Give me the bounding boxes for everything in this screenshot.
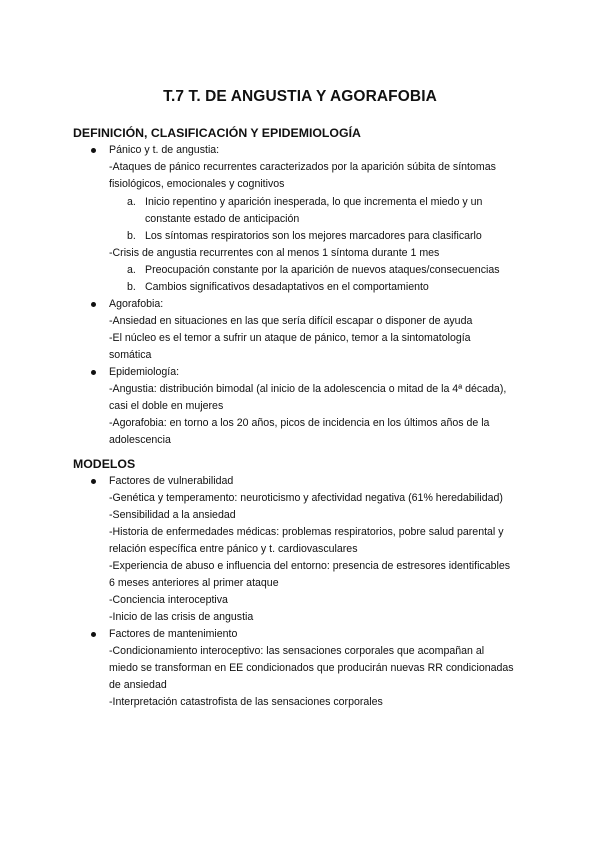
text-line: fisiológicos, emocionales y cognitivos: [109, 178, 285, 190]
bullet-label: Epidemiología:: [109, 366, 180, 378]
text-line: -Condicionamiento interoceptivo: las sensaciones corporales que acompañan al: [109, 645, 485, 657]
bullet-dot-icon: [91, 479, 96, 484]
section-heading-definicion: DEFINICIÓN, CLASIFICACIÓN Y EPIDEMIOLOGÍA: [73, 126, 361, 140]
bullet-label: Pánico y t. de angustia:: [109, 144, 220, 156]
page-title: T.7 T. DE ANGUSTIA Y AGORAFOBIA: [163, 88, 437, 105]
section-heading-modelos: MODELOS: [73, 457, 136, 471]
sub-item-letter: b.: [127, 230, 136, 242]
text-line: relación específica entre pánico y t. cardiovasculares: [109, 543, 358, 555]
bullet-dot-icon: [91, 370, 96, 375]
text-line: 6 meses anteriores al primer ataque: [109, 577, 279, 589]
text-line: -Ansiedad en situaciones en las que sería difícil escapar o disponer de ayuda: [109, 315, 473, 327]
text-line: miedo se transforman en EE condicionados que producirán nuevas RR condicionadas: [109, 662, 514, 674]
text-line: somática: [109, 349, 152, 361]
text-line: -Interpretación catastrofista de las sensaciones corporales: [109, 696, 383, 708]
sub-item-letter: b.: [127, 281, 136, 293]
text-line: -Genética y temperamento: neuroticismo y afectividad negativa (61% heredabilidad): [109, 492, 503, 504]
bullet-label: Factores de vulnerabilidad: [109, 475, 234, 487]
text-line: de ansiedad: [109, 679, 167, 691]
text-line: adolescencia: [109, 434, 171, 446]
text-line: -El núcleo es el temor a sufrir un ataque de pánico, temor a la sintomatología: [109, 332, 471, 344]
text-line: -Ataques de pánico recurrentes caracterizados por la aparición súbita de síntomas: [109, 161, 496, 173]
text-line: -Crisis de angustia recurrentes con al menos 1 síntoma durante 1 mes: [109, 247, 440, 259]
text-line: -Agorafobia: en torno a los 20 años, picos de incidencia en los últimos años de la: [109, 417, 490, 429]
sub-item-letter: a.: [127, 196, 136, 208]
bullet-label: Agorafobia:: [109, 298, 164, 310]
sub-item-text: Cambios significativos desadaptativos en el comportamiento: [145, 281, 429, 293]
sub-item-letter: a.: [127, 264, 136, 276]
bullet-dot-icon: [91, 148, 96, 153]
sub-item-text: Preocupación constante por la aparición de nuevos ataques/consecuencias: [145, 264, 500, 276]
text-line: -Sensibilidad a la ansiedad: [109, 509, 236, 521]
bullet-label: Factores de mantenimiento: [109, 628, 238, 640]
bullet-dot-icon: [91, 632, 96, 637]
text-line: -Conciencia interoceptiva: [109, 594, 228, 606]
text-line: -Inicio de las crisis de angustia: [109, 611, 254, 623]
text-line: -Experiencia de abuso e influencia del entorno: presencia de estresores identificables: [109, 560, 511, 572]
sub-item-text: Los síntomas respiratorios son los mejores marcadores para clasificarlo: [145, 230, 482, 242]
text-line: -Historia de enfermedades médicas: problemas respiratorios, pobre salud parental y: [109, 526, 504, 538]
sub-item-text: constante estado de anticipación: [145, 213, 300, 225]
text-line: casi el doble en mujeres: [109, 400, 224, 412]
bullet-dot-icon: [91, 302, 96, 307]
text-line: -Angustia: distribución bimodal (al inicio de la adolescencia o mitad de la 4ª década),: [109, 383, 507, 395]
sub-item-text: Inicio repentino y aparición inesperada, lo que incrementa el miedo y un: [145, 196, 483, 208]
